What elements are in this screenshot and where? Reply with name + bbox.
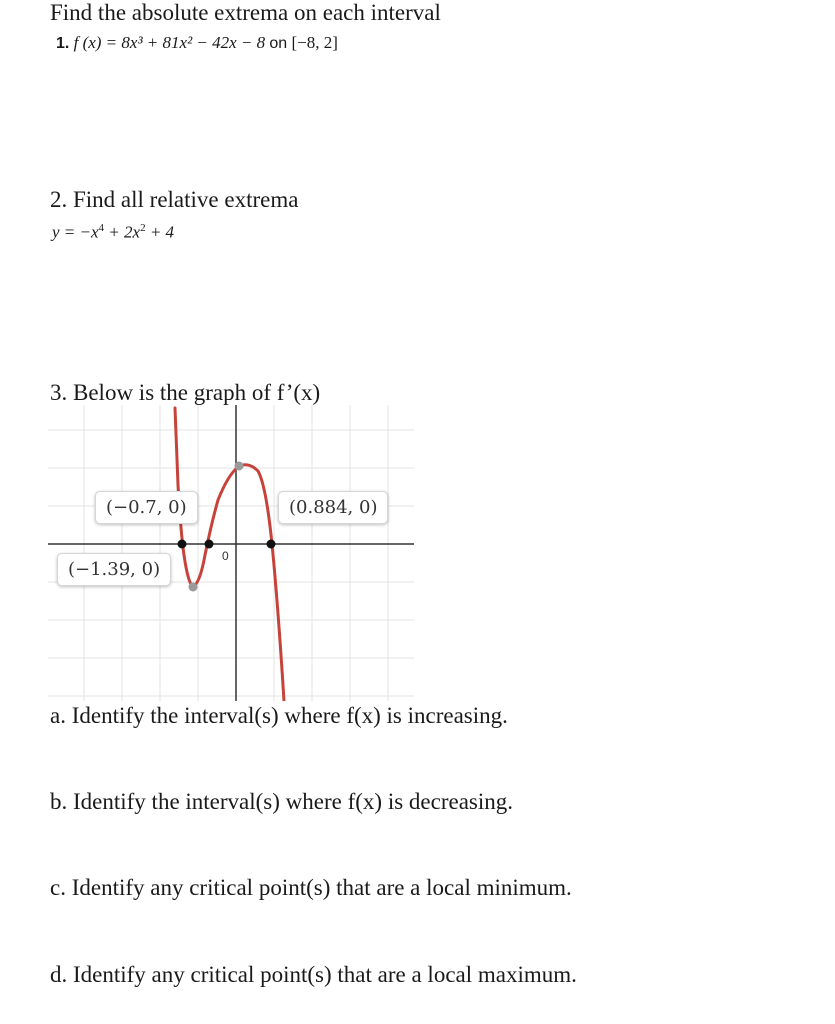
zero-point-1 [178, 540, 187, 549]
zero-point-2 [205, 540, 214, 549]
problem-1-function: f (x) = 8x³ + 81x² − 42x − 8 [73, 33, 266, 52]
problem-1-interval: [−8, 2] [291, 33, 338, 52]
problem-2-heading: 2. Find all relative extrema [50, 187, 299, 212]
local-min-point [189, 583, 198, 592]
eq-part-1: y = −x [52, 222, 99, 242]
question-d: d. Identify any critical point(s) that are a local maximum. [50, 962, 577, 987]
eq-part-2: + 2x [104, 222, 141, 242]
problem-3-heading: 3. Below is the graph of f’(x) [50, 380, 321, 405]
question-a: a. Identify the interval(s) where f(x) is increasing. [50, 703, 508, 728]
eq-exponent-1: 4 [98, 222, 105, 234]
point-label-0-884: (0.884, 0) [278, 491, 388, 524]
eq-exponent-2: 2 [140, 222, 146, 234]
page-title: Find the absolute extrema on each interval [50, 0, 441, 25]
eq-part-3: + 4 [145, 222, 175, 242]
problem-2-equation [52, 222, 174, 243]
point-label-neg-0-7: (−0.7, 0) [95, 491, 198, 524]
question-b: b. Identify the interval(s) where f(x) is decreasing. [50, 789, 514, 814]
problem-1-on: on [269, 35, 288, 52]
zero-point-3 [267, 540, 276, 549]
derivative-curve [175, 408, 284, 701]
problem-1 [56, 33, 338, 53]
problem-1-number: 1. [56, 35, 70, 52]
origin-label: 0 [222, 549, 229, 563]
local-max-point [235, 462, 244, 471]
point-label-neg-1-39: (−1.39, 0) [57, 553, 171, 586]
question-c: c. Identify any critical point(s) that are a local minimum. [50, 875, 572, 900]
